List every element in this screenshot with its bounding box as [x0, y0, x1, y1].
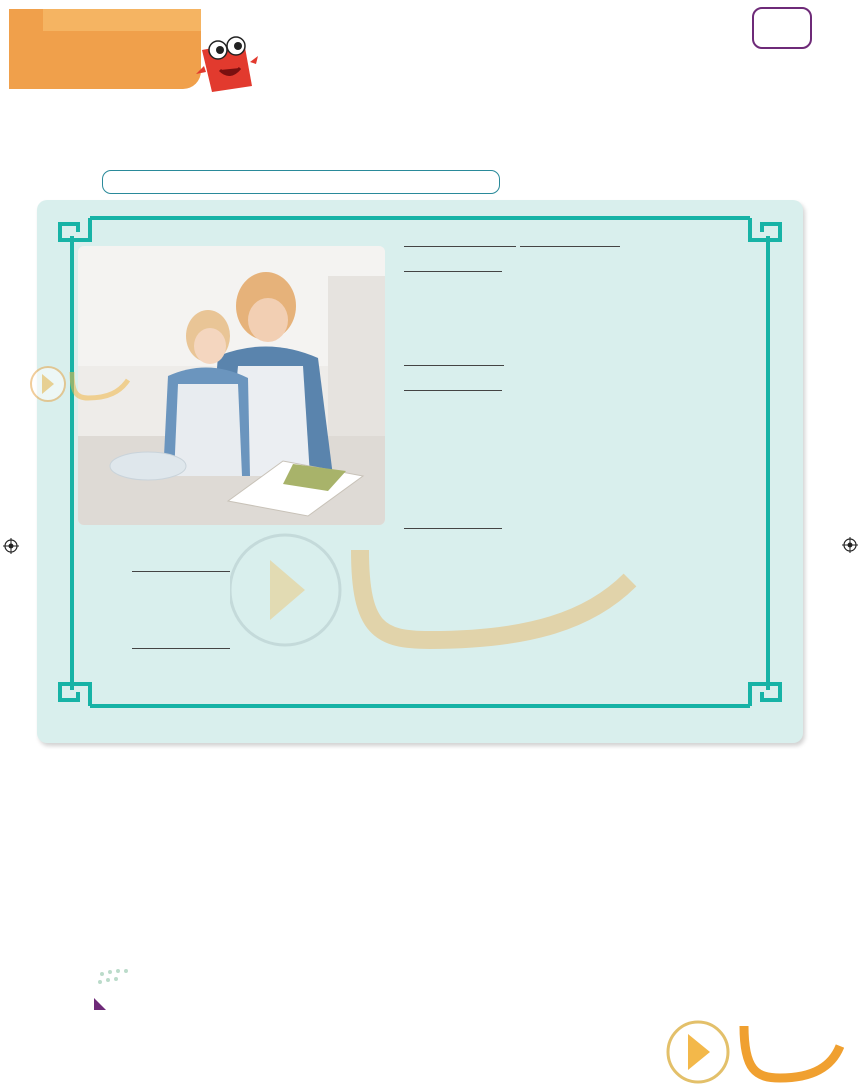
- watermark-logo-icon: [664, 1016, 844, 1088]
- paragraph-1: [404, 229, 744, 279]
- registration-mark-icon: [842, 537, 858, 553]
- watermark-logo-icon: [28, 362, 138, 408]
- paragraph-2: [404, 348, 744, 398]
- mascot-icon: [192, 34, 262, 96]
- watermark-logo-icon: [230, 520, 650, 660]
- selected-answer-circle: [102, 170, 500, 194]
- registration-mark-icon: [3, 538, 19, 554]
- page-number: [752, 7, 812, 49]
- reading-header-tab: [9, 9, 201, 89]
- corner-marker: [92, 996, 112, 1016]
